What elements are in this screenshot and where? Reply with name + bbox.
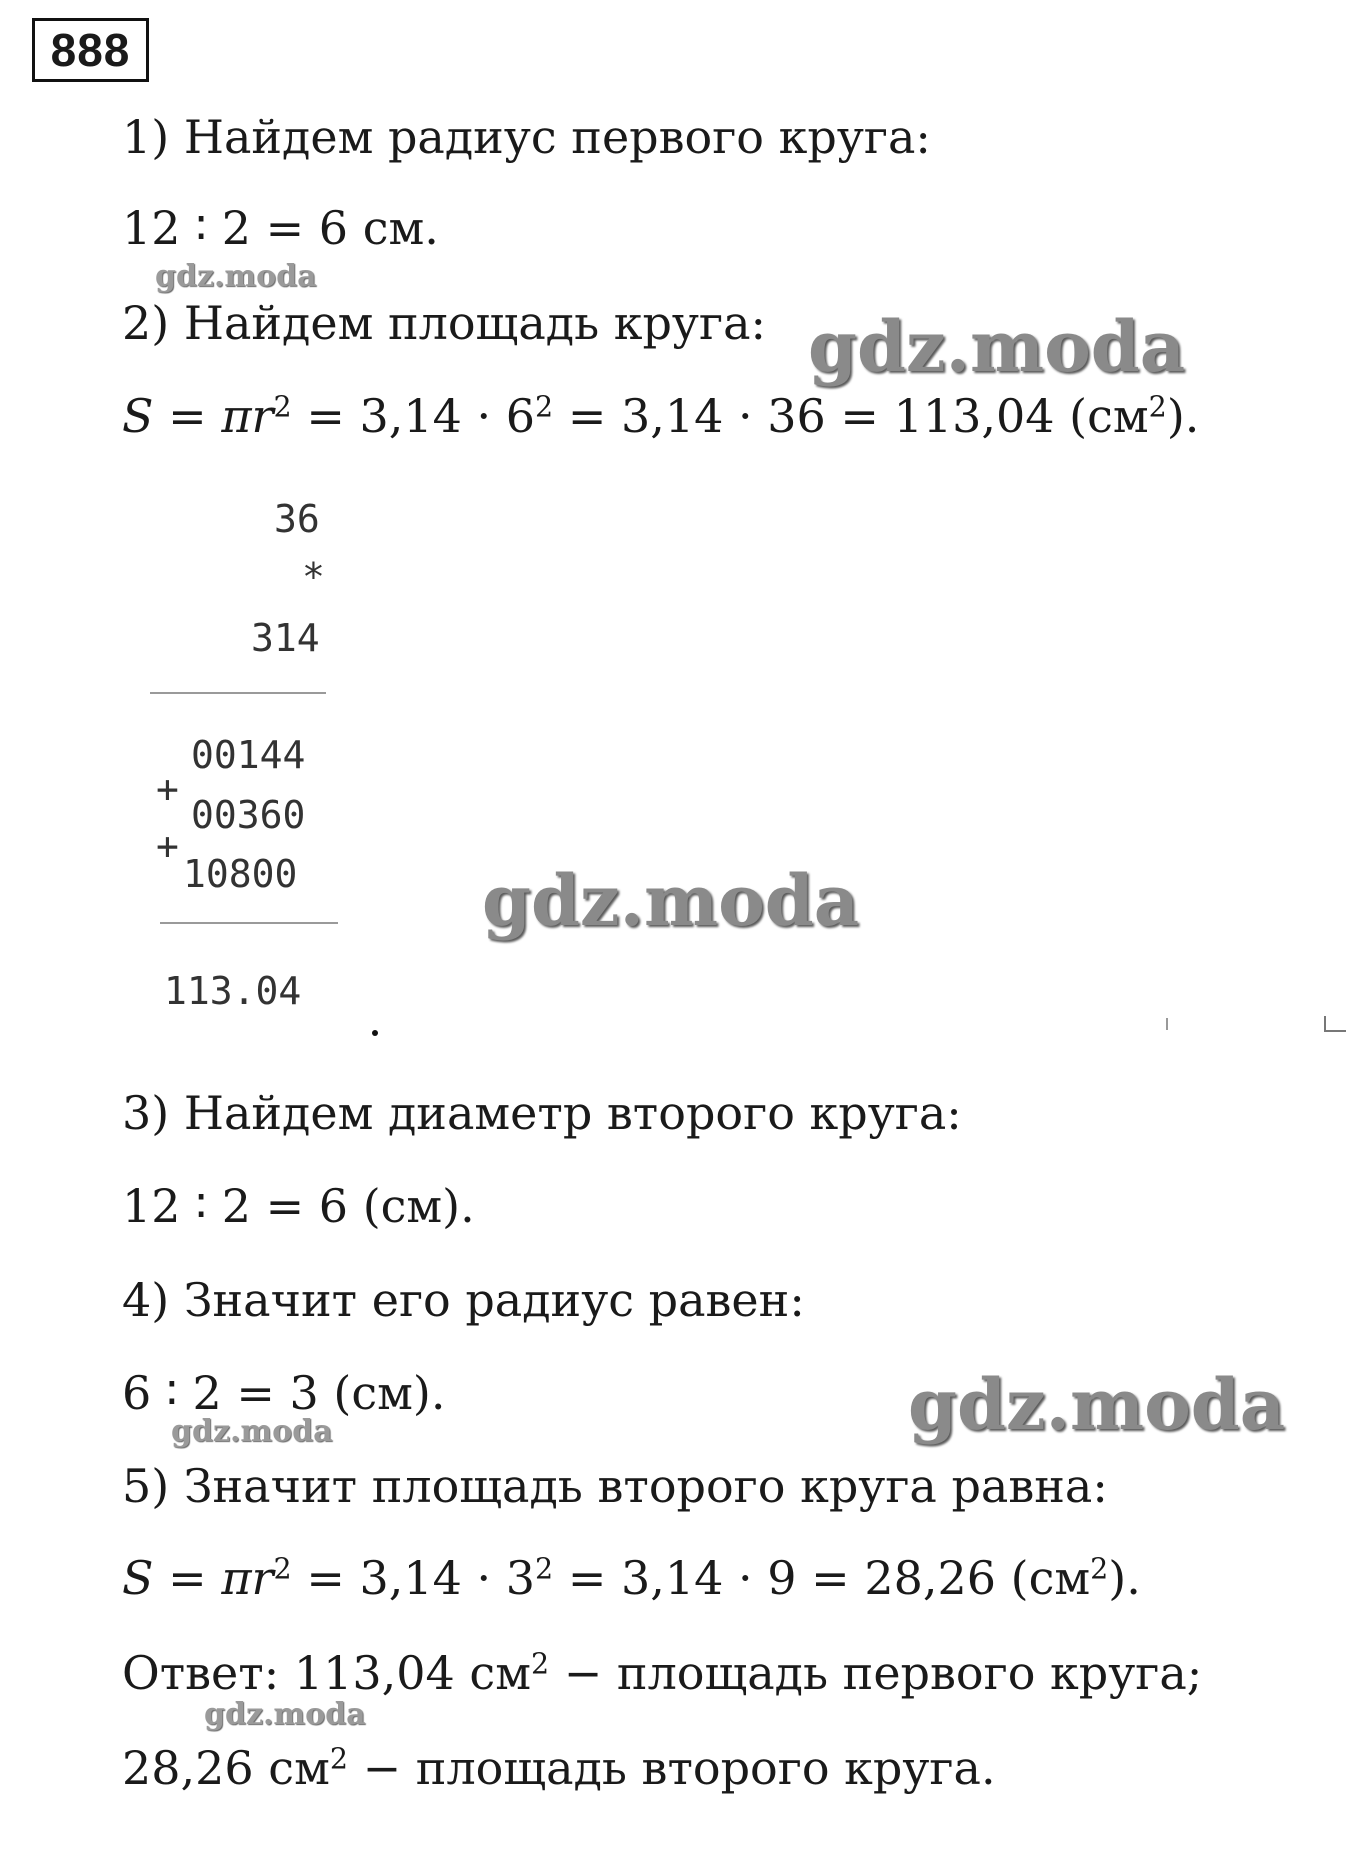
var-S: S [122,389,154,443]
exponent: 2 [329,1742,349,1776]
var-r: r [251,1551,274,1605]
answer-part: − площадь первого круга; [549,1646,1203,1700]
plus-sign-2: + [156,824,179,868]
watermark: gdz.moda [482,859,860,942]
answer-line-1 [122,1646,1203,1700]
formula-1-part: = 3,14 · 6 [291,389,536,443]
exponent: 2 [273,1552,292,1586]
watermark: gdz.moda [204,1697,366,1732]
stray-dot [372,1030,378,1036]
formula-2-part: = 3,14 · 9 = 28,26 (см [553,1551,1091,1605]
mult-rule-1 [150,692,326,694]
watermark: gdz.moda [908,1363,1286,1446]
stray-corner-mark [1324,1016,1346,1032]
partial-product-1: 00144 [191,733,306,777]
plus-sign-1: + [156,767,179,811]
step-2-heading: 2) Найдем площадь круга: [122,296,767,350]
mult-result: 113.04 [164,969,302,1013]
partial-product-3: 10800 [183,852,298,896]
mult-rule-2 [160,922,338,924]
step-3-heading: 3) Найдем диаметр второго круга: [122,1086,962,1140]
answer-line-2 [122,1741,996,1795]
mult-multiplier: 314 [251,616,320,660]
exponent: 2 [1090,1552,1109,1586]
mult-operator: * [302,555,325,599]
watermark: gdz.moda [171,1414,333,1449]
step-3-calc: 12 ∶ 2 = 6 (см). [122,1179,475,1233]
watermark: gdz.moda [808,305,1186,388]
var-r: r [251,389,274,443]
area-formula-1 [122,389,1200,443]
var-pi: π [221,389,252,443]
exponent: 2 [273,390,292,424]
partial-product-2: 00360 [191,793,306,837]
formula-1-end: ). [1166,389,1200,443]
step-4-calc: 6 ∶ 2 = 3 (см). [122,1366,446,1420]
equals-sign: = [153,389,222,443]
answer-part: 28,26 см [122,1741,330,1795]
stray-tick [1166,1018,1168,1030]
step-4-heading: 4) Значит его радиус равен: [122,1273,805,1327]
formula-2-part: = 3,14 · 3 [291,1551,536,1605]
var-pi: π [221,1551,252,1605]
formula-1-part: = 3,14 · 36 = 113,04 (см [553,389,1149,443]
step-1-calc: 12 ∶ 2 = 6 см. [122,201,439,255]
exponent: 2 [1148,390,1167,424]
exponent: 2 [535,390,554,424]
formula-2-end: ). [1108,1551,1141,1605]
task-number: 888 [32,18,149,82]
mult-top-number: 36 [274,497,320,541]
step-5-heading: 5) Значит площадь второго круга равна: [122,1459,1108,1513]
exponent: 2 [530,1647,550,1681]
equals-sign: = [153,1551,222,1605]
answer-part: − площадь второго круга. [348,1741,996,1795]
var-S: S [122,1551,154,1605]
exponent: 2 [535,1552,554,1586]
area-formula-2 [122,1551,1141,1605]
answer-part: Ответ: 113,04 см [122,1646,531,1700]
step-1-heading: 1) Найдем радиус первого круга: [122,110,931,164]
watermark: gdz.moda [155,259,317,294]
